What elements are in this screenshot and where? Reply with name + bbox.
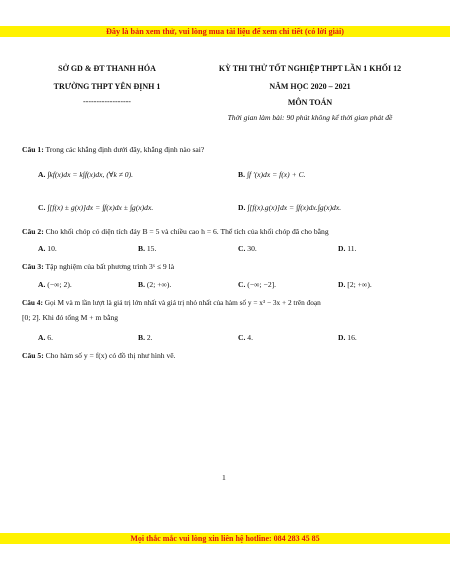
option-label: A. (38, 280, 46, 289)
option-label: C. (38, 203, 46, 212)
option-label: B. (138, 244, 145, 253)
option-text: (−∞; 2). (47, 280, 72, 289)
option-label: A. (38, 333, 46, 342)
option-3c (238, 280, 276, 289)
option-1a (38, 170, 133, 179)
option-label: A. (38, 244, 46, 253)
option-text: 10. (47, 244, 57, 253)
option-label: D. (238, 203, 246, 212)
question-3 (22, 262, 174, 271)
option-1d (238, 203, 341, 212)
option-text: 4. (247, 333, 253, 342)
question-4-continued (22, 313, 118, 322)
option-3d (338, 280, 372, 289)
question-text: [0; 2]. Khi đó tổng M + m bằng (22, 313, 119, 322)
option-text: ∫[f(x).g(x)]dx = ∫f(x)dx.∫g(x)dx. (247, 203, 342, 212)
option-4a (38, 333, 53, 342)
header-divider: ------------------ (83, 97, 131, 106)
question-4 (22, 298, 321, 307)
option-text: (−∞; −2]. (247, 280, 277, 289)
option-label: C. (238, 244, 246, 253)
option-text: ∫[f(x) ± g(x)]dx = ∫f(x)dx ± ∫g(x)dx. (47, 203, 154, 212)
option-1b (238, 170, 306, 179)
option-label: B. (238, 170, 245, 179)
question-5 (22, 351, 176, 360)
question-text: Trong các khẳng định dưới đây, khẳng định nào sai? (45, 145, 205, 154)
department-name: SỞ GD & ĐT THANH HÓA (58, 64, 156, 73)
question-1 (22, 145, 204, 154)
option-4d (338, 333, 357, 342)
exam-time-note: Thời gian làm bài: 90 phút không kể thời gian phát đề (227, 113, 393, 122)
question-text: Cho hàm số y = f(x) có đồ thị như hình vẽ. (45, 351, 176, 360)
option-4b (138, 333, 153, 342)
option-2b (138, 244, 156, 253)
option-label: D. (338, 244, 346, 253)
school-year: NĂM HỌC 2020 – 2021 (269, 82, 351, 91)
school-name: TRƯỜNG THPT YÊN ĐỊNH 1 (53, 82, 161, 91)
option-label: A. (38, 170, 46, 179)
subject-title: MÔN TOÁN (287, 98, 333, 107)
option-label: C. (238, 280, 246, 289)
option-3a (38, 280, 72, 289)
option-4c (238, 333, 253, 342)
option-2d (338, 244, 357, 253)
option-text: (2; +∞). (146, 280, 172, 289)
option-text: 15. (146, 244, 157, 253)
option-label: D. (338, 333, 346, 342)
option-text: [2; +∞). (347, 280, 372, 289)
option-text: 16. (347, 333, 357, 342)
question-text: Cho khối chóp có diện tích đáy B = 5 và chiều cao h = 6. Thể tích của khối chóp đã cho bằng (45, 227, 329, 236)
option-text: 2. (146, 333, 153, 342)
question-label: Câu 1: (22, 145, 44, 154)
page-number: 1 (222, 473, 226, 482)
option-label: D. (338, 280, 346, 289)
option-2c (238, 244, 257, 253)
question-label: Câu 5: (22, 351, 44, 360)
option-label: B. (138, 333, 145, 342)
question-label: Câu 4: (22, 298, 43, 307)
option-1c (38, 203, 153, 212)
question-2 (22, 227, 329, 236)
question-text: Tập nghiệm của bất phương trình 3ˣ ≤ 9 là (45, 262, 175, 271)
hotline-banner: Mọi thắc mắc vui lòng xin liên hệ hotline: 084 283 45 85 (0, 533, 450, 544)
option-3b (138, 280, 171, 289)
question-text: Gọi M và m lần lượt là giá trị lớn nhất và giá trị nhỏ nhất của hàm số y = x³ − 3x + 2 trên đoạn (44, 298, 321, 307)
option-label: B. (138, 280, 145, 289)
option-text: 11. (347, 244, 357, 253)
exam-title: KỲ THI THỬ TỐT NGHIỆP THPT LẦN 1 KHỐI 12 (218, 64, 402, 73)
question-label: Câu 3: (22, 262, 44, 271)
preview-notice-banner: Đây là bản xem thử, vui lòng mua tài liệu để xem chi tiết (có lời giải) (0, 26, 450, 37)
option-label: C. (238, 333, 246, 342)
option-2a (38, 244, 57, 253)
option-text: ∫kf(x)dx = k∫f(x)dx, (∀k ≠ 0). (47, 170, 133, 179)
option-text: ∫f ′(x)dx = f(x) + C. (246, 170, 306, 179)
question-label: Câu 2: (22, 227, 44, 236)
option-text: 6. (47, 333, 53, 342)
option-text: 30. (247, 244, 257, 253)
